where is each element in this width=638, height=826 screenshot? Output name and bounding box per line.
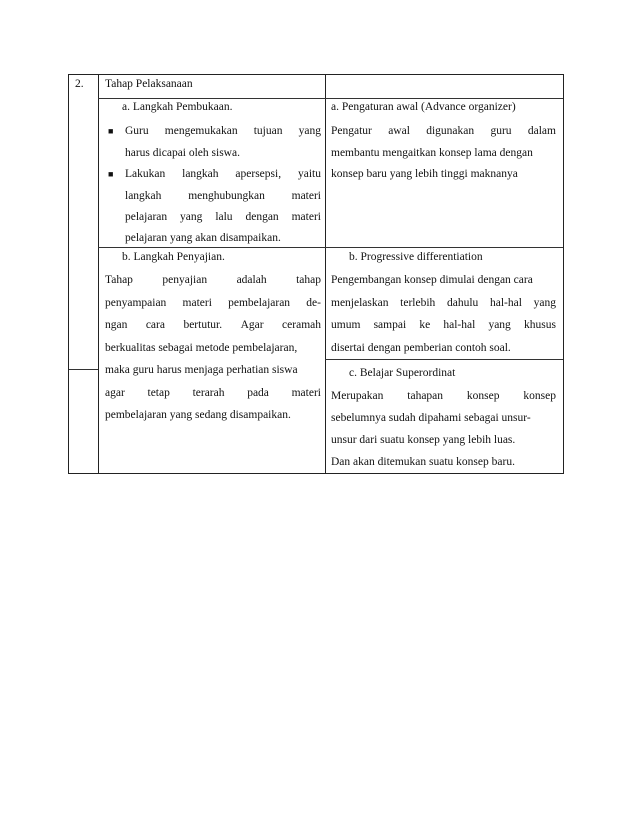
advance-line2: membantu mengaitkan konsep lama dengan bbox=[331, 147, 533, 159]
presentation-line2: penyampaian materi pembelajaran de- bbox=[105, 297, 321, 309]
presentation-line4: berkualitas sebagai metode pembelajaran, bbox=[105, 342, 298, 354]
opening-heading: a. Langkah Pembukaan. bbox=[122, 101, 233, 113]
column-divider-middle bbox=[325, 75, 326, 473]
opening-bullet2-line4: pelajaran yang akan disampaikan. bbox=[125, 232, 281, 244]
square-bullet-icon: ■ bbox=[108, 169, 114, 179]
progressive-heading: b. Progressive differentiation bbox=[349, 251, 483, 263]
opening-bullet2-line2: langkah menghubungkan materi bbox=[125, 190, 321, 202]
opening-bullet2-line1: Lakukan langkah apersepsi, yaitu bbox=[125, 168, 321, 180]
presentation-line1: Tahap penyajian adalah tahap bbox=[105, 274, 321, 286]
column-divider-number bbox=[98, 75, 99, 473]
stage-title: Tahap Pelaksanaan bbox=[105, 78, 193, 90]
opening-bullet1-line1: Guru mengemukakan tujuan yang bbox=[125, 125, 321, 137]
opening-bullet1-line2: harus dicapai oleh siswa. bbox=[125, 147, 240, 159]
progressive-line2: menjelaskan terlebih dahulu hal-hal yang bbox=[331, 297, 556, 309]
presentation-line6: agar tetap terarah pada materi bbox=[105, 387, 321, 399]
presentation-line5: maka guru harus menjaga perhatian siswa bbox=[105, 364, 298, 376]
advance-line3: konsep baru yang lebih tinggi maknanya bbox=[331, 168, 518, 180]
number-column-tick bbox=[69, 369, 98, 370]
presentation-heading: b. Langkah Penyajian. bbox=[122, 251, 225, 263]
superordinate-line4: Dan akan ditemukan suatu konsep baru. bbox=[331, 456, 515, 468]
row-number: 2. bbox=[75, 78, 84, 90]
header-row-divider bbox=[98, 98, 563, 99]
section-divider-b bbox=[98, 247, 563, 248]
advance-organizer-heading: a. Pengaturan awal (Advance organizer) bbox=[331, 101, 516, 113]
superordinate-line2: sebelumnya sudah dipahami sebagai unsur- bbox=[331, 412, 531, 424]
presentation-line7: pembelajaran yang sedang disampaikan. bbox=[105, 409, 291, 421]
presentation-line3: ngan cara bertutur. Agar ceramah bbox=[105, 319, 321, 331]
progressive-line3: umum sampai ke hal-hal yang khusus bbox=[331, 319, 556, 331]
progressive-line1: Pengembangan konsep dimulai dengan cara bbox=[331, 274, 533, 286]
square-bullet-icon: ■ bbox=[108, 126, 114, 136]
advance-line1: Pengatur awal digunakan guru dalam bbox=[331, 125, 556, 137]
opening-bullet2-line3: pelajaran yang lalu dengan materi bbox=[125, 211, 321, 223]
superordinate-line3: unsur dari suatu konsep yang lebih luas. bbox=[331, 434, 516, 446]
progressive-line4: disertai dengan pemberian contoh soal. bbox=[331, 342, 511, 354]
section-divider-c bbox=[325, 359, 563, 360]
superordinate-line1: Merupakan tahapan konsep konsep bbox=[331, 390, 556, 402]
superordinate-heading: c. Belajar Superordinat bbox=[349, 367, 456, 379]
